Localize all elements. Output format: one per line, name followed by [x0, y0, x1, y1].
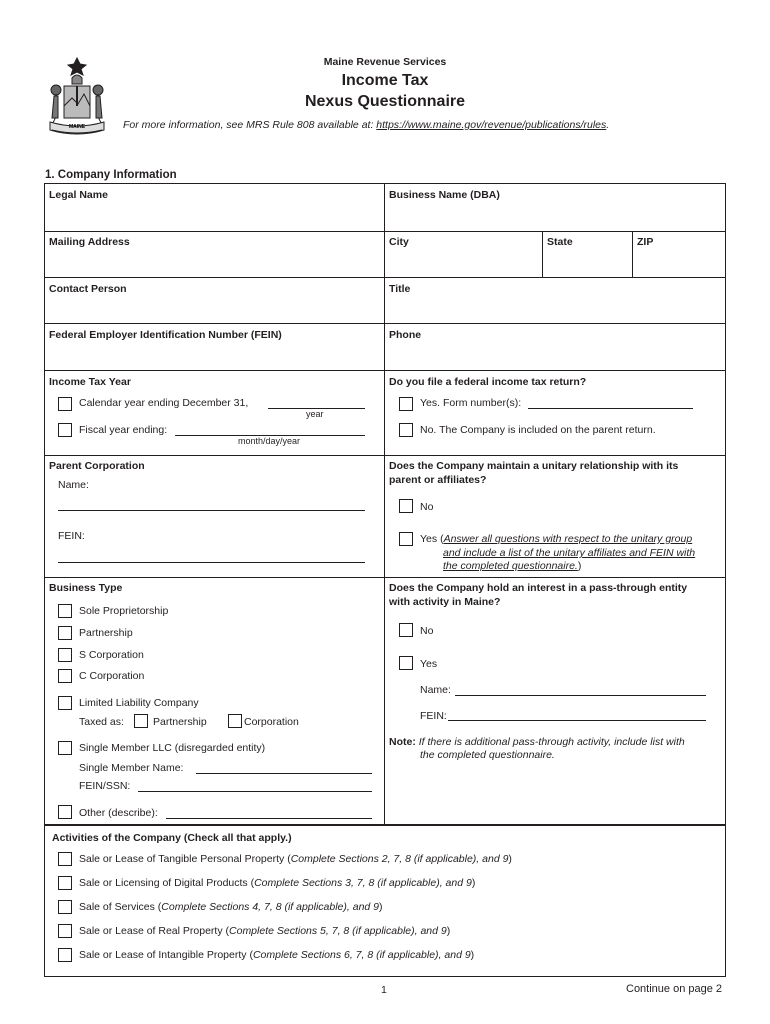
- activity-label: Sale or Lease of Tangible Personal Property: [79, 853, 285, 865]
- calendar-year-sublabel: year: [306, 409, 324, 419]
- pass-through-fein-label: FEIN:: [420, 710, 447, 722]
- pass-through-name-label: Name:: [420, 684, 451, 696]
- zip-label: ZIP: [637, 236, 654, 248]
- taxed-partnership-label: Partnership: [153, 716, 207, 728]
- federal-yes-label: Yes. Form number(s):: [420, 397, 522, 409]
- contact-person-field[interactable]: [45, 297, 383, 322]
- contact-person-label: Contact Person: [49, 283, 127, 295]
- activity-item: Sale of Services (Complete Sections 4, 7, 8 (if applicable), and 9): [79, 901, 383, 913]
- activity-item: Sale or Lease of Real Property (Complete Sections 5, 7, 8 (if applicable), and 9): [79, 925, 451, 937]
- unitary-heading-line1: Does the Company maintain a unitary relationship with its: [389, 460, 679, 472]
- info-suffix: .: [606, 119, 610, 131]
- pass-through-note: [389, 736, 685, 748]
- legal-name-field[interactable]: [45, 203, 383, 230]
- llc-checkbox[interactable]: [58, 696, 72, 710]
- activity-label: Sale of Services: [79, 901, 155, 913]
- city-field[interactable]: [385, 250, 541, 276]
- activity-detail: Complete Sections 3, 7, 8 (if applicable), and 9: [254, 877, 472, 889]
- unitary-note-line3: the completed questionnaire.: [443, 560, 578, 572]
- activity-label: Sale or Lease of Real Property: [79, 925, 223, 937]
- pass-through-note-line2: the completed questionnaire.: [420, 749, 555, 761]
- fiscal-year-sublabel: month/day/year: [238, 436, 301, 446]
- state-label: State: [547, 236, 573, 248]
- mailing-address-field[interactable]: [45, 250, 383, 276]
- sole-proprietorship-checkbox[interactable]: [58, 604, 72, 618]
- unitary-yes-checkbox[interactable]: [399, 532, 413, 546]
- activity-item: Sale or Lease of Intangible Property (Complete Sections 6, 7, 8 (if applicable), and 9): [79, 949, 475, 961]
- business-type-heading: Business Type: [49, 582, 123, 594]
- city-label: City: [389, 236, 409, 248]
- activity-checkbox[interactable]: [58, 924, 72, 938]
- state-field[interactable]: [543, 250, 631, 276]
- sm-name-line[interactable]: [196, 773, 372, 774]
- unitary-note-line3-row: [443, 560, 581, 572]
- pass-through-yes-checkbox[interactable]: [399, 656, 413, 670]
- pass-through-fein-line[interactable]: [448, 720, 706, 721]
- federal-no-checkbox[interactable]: [399, 423, 413, 437]
- unitary-note-open: (: [440, 533, 444, 545]
- activity-item: Sale or Licensing of Digital Products (Complete Sections 3, 7, 8 (if applicable), and 9): [79, 877, 476, 889]
- taxed-partnership-checkbox[interactable]: [134, 714, 148, 728]
- taxed-corporation-label: Corporation: [244, 716, 299, 728]
- zip-field[interactable]: [633, 250, 723, 276]
- fiscal-year-label: Fiscal year ending:: [79, 424, 168, 436]
- calendar-year-checkbox[interactable]: [58, 397, 72, 411]
- svg-text:MAINE: MAINE: [68, 124, 86, 130]
- agency-name: Maine Revenue Services: [323, 56, 447, 68]
- activity-checkbox[interactable]: [58, 876, 72, 890]
- activity-item: Sale or Lease of Tangible Personal Property (Complete Sections 2, 7, 8 (if applicable), and 9): [79, 853, 512, 865]
- form-number-line[interactable]: [528, 408, 693, 409]
- fein-label: Federal Employer Identification Number (FEIN): [49, 329, 282, 341]
- tax-year-heading: Income Tax Year: [49, 376, 131, 388]
- parent-fein-line[interactable]: [58, 562, 365, 563]
- smllc-label: Single Member LLC (disregarded entity): [79, 742, 266, 754]
- activity-label: Sale or Licensing of Digital Products: [79, 877, 248, 889]
- taxed-corporation-checkbox[interactable]: [228, 714, 242, 728]
- parent-heading: Parent Corporation: [49, 460, 145, 472]
- activity-label: Sale or Lease of Intangible Property: [79, 949, 247, 961]
- other-line[interactable]: [166, 818, 372, 819]
- unitary-heading-line2: parent or affiliates?: [389, 474, 487, 486]
- unitary-no-label: No: [420, 501, 434, 513]
- pass-through-note-line1: If there is additional pass-through activity, include list with: [418, 736, 685, 748]
- pass-through-no-checkbox[interactable]: [399, 623, 413, 637]
- unitary-note-line1: Answer all questions with respect to the unitary group: [443, 533, 693, 545]
- pass-through-yes-label: Yes: [420, 658, 438, 670]
- page-number: 1: [381, 984, 387, 996]
- info-prefix: For more information, see MRS Rule 808 available at:: [123, 119, 374, 131]
- activity-checkbox[interactable]: [58, 852, 72, 866]
- activity-checkbox[interactable]: [58, 948, 72, 962]
- mailing-address-label: Mailing Address: [49, 236, 130, 248]
- parent-fein-label: FEIN:: [58, 530, 85, 542]
- unitary-yes-label: Yes: [420, 533, 438, 545]
- c-corporation-checkbox[interactable]: [58, 669, 72, 683]
- continue-label: Continue on page 2: [626, 983, 723, 995]
- federal-yes-checkbox[interactable]: [399, 397, 413, 411]
- legal-name-label: Legal Name: [49, 189, 108, 201]
- federal-return-heading: Do you file a federal income tax return?: [389, 376, 587, 388]
- dba-field[interactable]: [385, 203, 723, 230]
- pass-through-heading-line1: Does the Company hold an interest in a pass-through entity: [389, 582, 688, 594]
- other-label: Other (describe):: [79, 807, 158, 819]
- calendar-year-label: Calendar year ending December 31,: [79, 397, 249, 409]
- activity-detail: Complete Sections 6, 7, 8 (if applicable), and 9: [252, 949, 471, 961]
- partnership-label: Partnership: [79, 627, 133, 639]
- activity-checkbox[interactable]: [58, 900, 72, 914]
- fein-ssn-label: FEIN/SSN:: [79, 780, 131, 792]
- s-corporation-label: S Corporation: [79, 649, 144, 661]
- taxed-as-label: Taxed as:: [79, 716, 124, 728]
- activities-heading: Activities of the Company (Check all that apply.): [52, 832, 292, 844]
- unitary-no-checkbox[interactable]: [399, 499, 413, 513]
- title-field[interactable]: [385, 297, 723, 322]
- unitary-yes-row: [420, 533, 692, 545]
- llc-label: Limited Liability Company: [79, 697, 199, 709]
- other-checkbox[interactable]: [58, 805, 72, 819]
- phone-label: Phone: [389, 329, 422, 341]
- activity-detail: Complete Sections 2, 7, 8 (if applicable), and 9: [290, 853, 509, 865]
- unitary-note-line2: and include a list of the unitary affiliates and FEIN with: [443, 547, 696, 559]
- rules-link[interactable]: https://www.maine.gov/revenue/publications/rules: [376, 119, 607, 131]
- c-corporation-label: C Corporation: [79, 670, 145, 682]
- section-1-title: 1. Company Information: [45, 169, 177, 181]
- sole-proprietorship-label: Sole Proprietorship: [79, 605, 169, 617]
- activity-detail: Complete Sections 4, 7, 8 (if applicable), and 9: [161, 901, 380, 913]
- partnership-checkbox[interactable]: [58, 626, 72, 640]
- form-title-line1: Income Tax: [341, 72, 429, 89]
- info-line: [123, 119, 609, 131]
- form-title-line2: Nexus Questionnaire: [304, 93, 466, 110]
- parent-name-label: Name:: [58, 479, 89, 491]
- dba-label: Business Name (DBA): [389, 189, 500, 201]
- activity-detail: Complete Sections 5, 7, 8 (if applicable), and 9: [229, 925, 447, 937]
- parent-name-line[interactable]: [58, 510, 365, 511]
- company-info-table: [44, 183, 726, 825]
- smllc-checkbox[interactable]: [58, 741, 72, 755]
- sm-name-label: Single Member Name:: [79, 762, 184, 774]
- fein-field[interactable]: [45, 343, 383, 369]
- fein-ssn-line[interactable]: [138, 791, 372, 792]
- phone-field[interactable]: [385, 343, 723, 369]
- federal-no-label: No. The Company is included on the parent return.: [420, 424, 656, 436]
- pass-through-name-line[interactable]: [455, 695, 706, 696]
- note-label: Note:: [389, 736, 416, 748]
- fiscal-year-checkbox[interactable]: [58, 423, 72, 437]
- pass-through-heading-line2: with activity in Maine?: [389, 596, 501, 608]
- title-label: Title: [389, 283, 411, 295]
- pass-through-no-label: No: [420, 625, 434, 637]
- s-corporation-checkbox[interactable]: [58, 648, 72, 662]
- unitary-note-close: ): [577, 560, 582, 572]
